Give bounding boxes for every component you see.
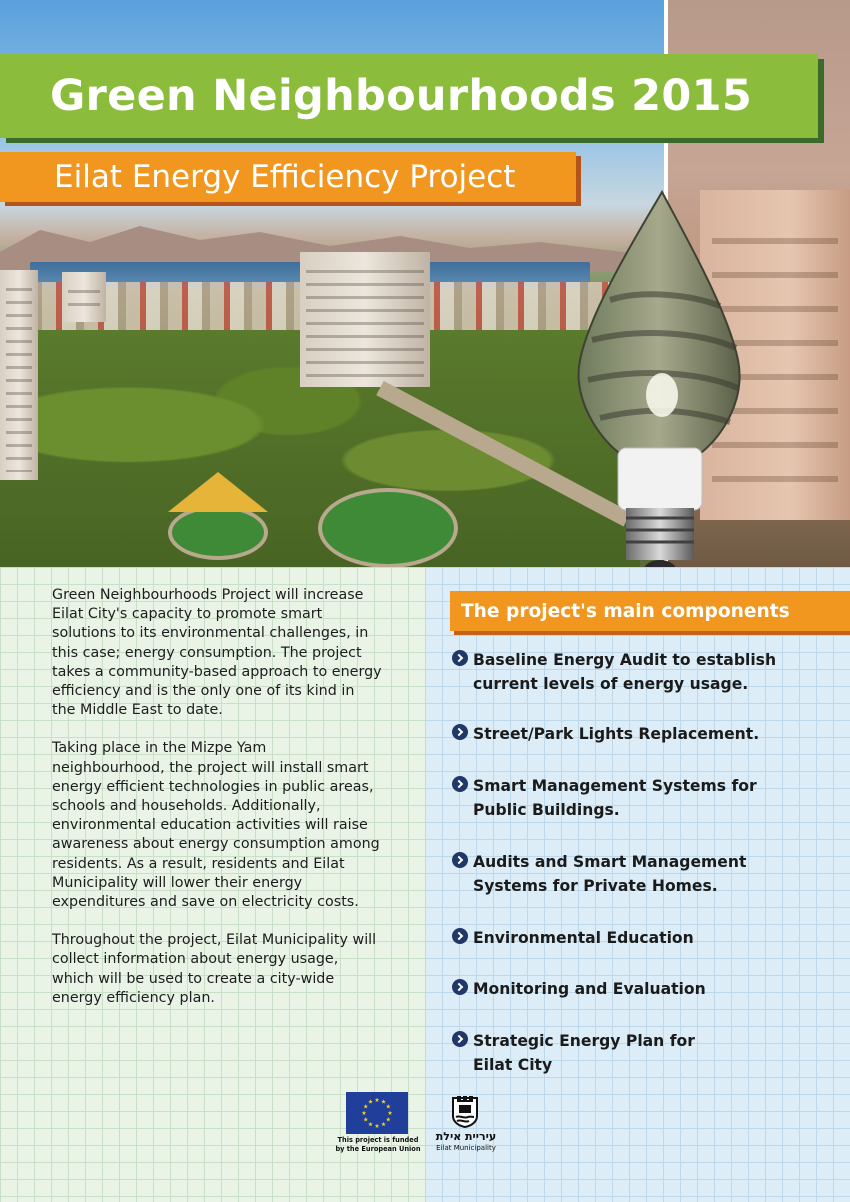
list-item	[452, 774, 763, 822]
subtitle-banner	[0, 152, 576, 202]
intro-paragraph: Green Neighbourhoods Project will increase Eilat City's capacity to promote smart solutions to its environmental challenges, in this case; energy consumption. The project takes a community-based approach to energy efficiency and is the only one of its kind in the Middle East to date.	[52, 587, 382, 719]
shade-sail	[168, 472, 268, 512]
chevron-right-icon	[452, 928, 468, 944]
intro-paragraph: Taking place in the Mizpe Yam neighbourhood, the project will install smart energy efficient technologies in public areas, schools and households. Additionally, environmental education activities will raise awareness about energy consumption among residents. As a result, residents and Eilat Municipality will lower their energy expenditures and save on electricity costs.	[52, 740, 380, 911]
shell-lightbulb-icon	[570, 190, 750, 567]
list-item	[452, 1029, 713, 1077]
eilat-municipality-emblem-icon	[447, 1092, 483, 1128]
intro-text	[52, 586, 382, 1027]
title-banner	[0, 54, 818, 138]
chevron-right-icon	[452, 979, 468, 995]
apartment-tower	[300, 252, 430, 387]
page-subtitle: Eilat Energy Efficiency Project	[54, 159, 516, 195]
eilat-hebrew-name: עיריית אילת	[435, 1130, 497, 1143]
list-item	[452, 722, 793, 746]
list-item-label: Baseline Energy Audit to establish current levels of energy usage.	[473, 651, 777, 693]
list-item	[452, 850, 763, 898]
eu-funding-caption: This project is funded by the European Union	[335, 1136, 421, 1153]
chevron-right-icon	[452, 852, 468, 868]
apartment-tower	[0, 270, 38, 480]
list-item	[452, 977, 793, 1001]
chevron-right-icon	[452, 650, 468, 666]
playground-circle	[168, 505, 268, 560]
list-item-label: Street/Park Lights Replacement.	[473, 725, 760, 743]
list-item-label: Environmental Education	[473, 929, 694, 947]
chevron-right-icon	[452, 1031, 468, 1047]
components-header-label: The project's main components	[461, 600, 790, 622]
list-item	[452, 926, 793, 950]
list-item-label: Strategic Energy Plan for Eilat City	[473, 1032, 695, 1074]
list-item-label: Smart Management Systems for Public Buildings.	[473, 777, 757, 819]
eu-flag-icon	[346, 1092, 408, 1134]
chevron-right-icon	[452, 724, 468, 740]
list-item	[452, 648, 793, 696]
page-title: Green Neighbourhoods 2015	[50, 71, 753, 121]
apartment-tower	[62, 272, 106, 322]
playground-circle	[318, 488, 458, 567]
list-item-label: Monitoring and Evaluation	[473, 980, 706, 998]
components-header	[450, 591, 850, 631]
intro-paragraph: Throughout the project, Eilat Municipality will collect information about energy usage, which will be used to create a city-wide energy efficiency plan.	[52, 932, 377, 1006]
eilat-municipality-caption: Eilat Municipality	[436, 1144, 496, 1152]
list-item-label: Audits and Smart Management Systems for Private Homes.	[473, 853, 747, 895]
chevron-right-icon	[452, 776, 468, 792]
